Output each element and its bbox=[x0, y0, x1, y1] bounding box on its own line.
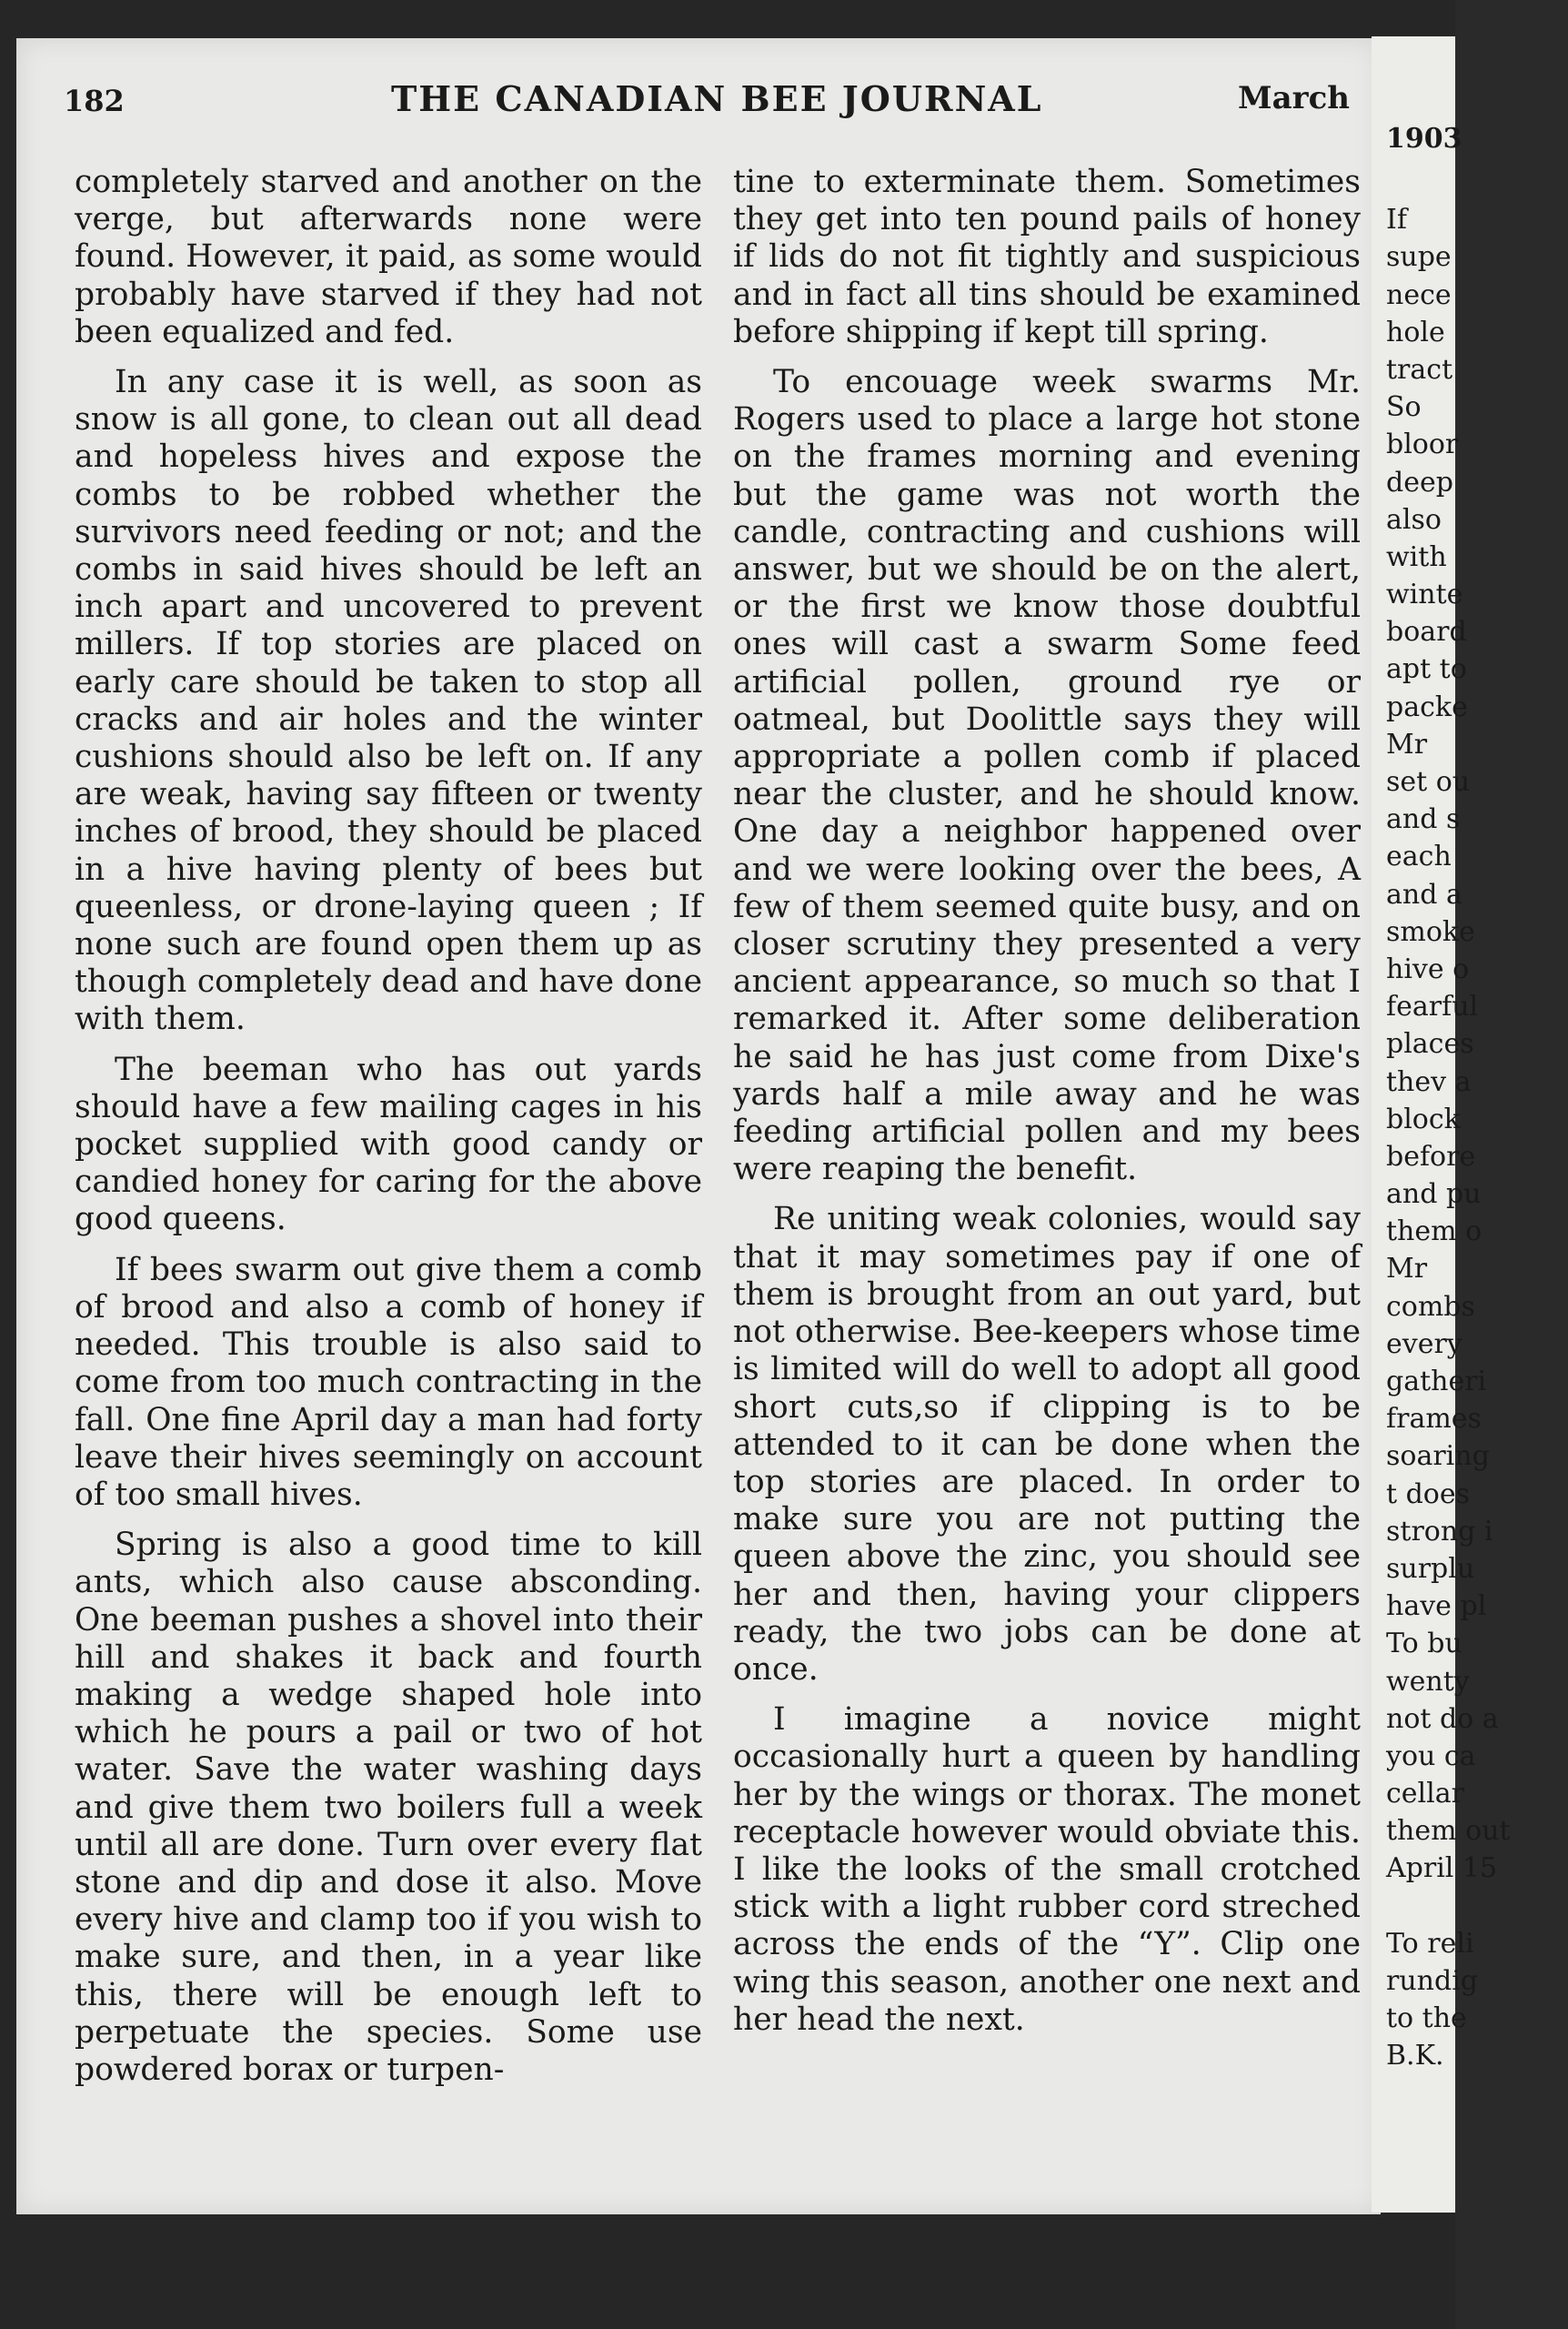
adjacent-page-lines bbox=[1386, 201, 1568, 2072]
adjacent-page-line: surplu bbox=[1386, 1552, 1475, 1585]
adjacent-page-line: Mr bbox=[1386, 728, 1428, 761]
adjacent-page-line: April 15 bbox=[1386, 1852, 1498, 1885]
adjacent-page-line bbox=[1386, 1888, 1568, 1925]
adjacent-page-line: thev a bbox=[1386, 1065, 1472, 1098]
adjacent-page-line: supe bbox=[1386, 241, 1452, 274]
adjacent-page-line: apt to bbox=[1386, 653, 1467, 686]
adjacent-page-line: deep bbox=[1386, 466, 1453, 499]
adjacent-page-line: not do a bbox=[1386, 1702, 1499, 1735]
paragraph: The beeman who has out yards should have a few mailing cages in his pocket supplied with good candy or candied honey for caring for the above good queens. bbox=[75, 1051, 702, 1238]
adjacent-page-line: bloor bbox=[1386, 428, 1459, 461]
page-number: 182 bbox=[64, 84, 125, 118]
journal-title: THE CANADIAN BEE JOURNAL bbox=[391, 78, 1043, 119]
adjacent-page-line: winte bbox=[1386, 579, 1463, 611]
adjacent-page-line: Mr bbox=[1386, 1253, 1428, 1285]
paragraph: completely starved and another on the verge, but afterwards none were found. However, it paid, as some would probably have starved if they had not been equalized and fed. bbox=[75, 164, 702, 350]
paragraph: Spring is also a good time to kill ants, which also cause absconding. One beeman pushes a shovel into their hill and shakes it back and fourth making a wedge shaped hole into which he pours a pail or two of hot water. Save the water washing days and give them two boilers full a week until all are done. Turn over every flat stone and dip and dose it also. Move every hive and clamp too if you wish to make sure, and then, in a year like this, there will be enough left to perpetuate the species. Some use powdered borax or turpen- bbox=[75, 1527, 702, 2088]
adjacent-page-line: tract bbox=[1386, 353, 1453, 386]
adjacent-page-edge bbox=[1372, 36, 1511, 2213]
adjacent-page-line: To bu bbox=[1386, 1628, 1462, 1660]
adjacent-page-line: hole bbox=[1386, 316, 1445, 348]
adjacent-page-line: frames bbox=[1386, 1403, 1482, 1436]
adjacent-page-line: every bbox=[1386, 1327, 1462, 1360]
adjacent-page-line: strong i bbox=[1386, 1515, 1493, 1548]
adjacent-page-line: smoke bbox=[1386, 915, 1475, 948]
right-column bbox=[733, 164, 1361, 2052]
adjacent-page-line: hive o bbox=[1386, 953, 1470, 985]
paragraph: To encouage week swarms Mr. Rogers used to place a large hot stone on the frames morning and evening but the game was not worth the candle, contracting and cushions will answer, but we should be on the alert, or the first we know those doubtful ones will cast a swarm Some feed artificial pollen, ground rye or oatmeal, but Doolittle says they will appropriate a pollen comb if placed near the cluster, and he should know. One day a neighbor happened over and we were looking over the bees, A few of them seemed quite busy, and on closer scrutiny they presented a very ancient appearance, so much so that I remarked it. After some deliberation he said he has just come from Dixe's yards half a mile away and he was feeding artificial pollen and my bees were reaping the benefit. bbox=[733, 364, 1361, 1188]
adjacent-page-line: them out bbox=[1386, 1815, 1511, 1848]
page-header bbox=[64, 78, 1355, 133]
adjacent-page-line: block bbox=[1386, 1103, 1461, 1135]
adjacent-page-line: t does bbox=[1386, 1477, 1471, 1510]
paragraph: tine to exterminate them. Sometimes they get into ten pound pails of honey if lids do not fit tightly and suspicious and in fact all tins should be examined before shipping if kept till spring. bbox=[733, 164, 1361, 350]
left-column bbox=[75, 164, 702, 2102]
paragraph: I imagine a novice might occasionally hurt a queen by handling her by the wings or thorax. The monet receptacle however would obviate this. I like the looks of the small crotched stick with a light rubber cord streched across the ends of the “Y”. Clip one wing this season, another one next and her head the next. bbox=[733, 1701, 1361, 2038]
adjacent-page-line: gatheri bbox=[1386, 1366, 1487, 1397]
adjacent-page-line: If bbox=[1386, 204, 1407, 237]
adjacent-page-line: before bbox=[1386, 1140, 1476, 1173]
adjacent-page-line: fearful bbox=[1386, 991, 1479, 1023]
adjacent-page-text bbox=[1386, 120, 1568, 2072]
adjacent-page-line: B.K. bbox=[1386, 2040, 1444, 2072]
paragraph: In any case it is well, as soon as snow is all gone, to clean out all dead and hopeless hives and expose the combs to be robbed whether the survivors need feeding or not; and the combs in said hives should be left an inch apart and uncovered to prevent millers. If top stories are placed on early care should be taken to stop all cracks and air holes and the winter cushions should also be left on. If any are weak, having say fifteen or twenty inches of brood, they should be placed in a hive having plenty of bees but queenless, or drone-laying queen ; If none such are found open them up as though completely dead and have done with them. bbox=[75, 364, 702, 1038]
adjacent-page-line: places bbox=[1386, 1028, 1474, 1061]
adjacent-page-line: To reli bbox=[1386, 1927, 1474, 1960]
adjacent-page-line: set ou bbox=[1386, 766, 1471, 798]
adjacent-page-line: and s bbox=[1386, 803, 1461, 836]
adjacent-page-line: wenty bbox=[1386, 1665, 1470, 1698]
adjacent-page-line: rundig bbox=[1386, 1965, 1478, 1997]
paragraph: Re uniting weak colonies, would say that it may sometimes pay if one of them is brought from an out yard, but not otherwise. Bee-keepers whose time is limited will do well to adopt all good short cuts,so if clipping is to be attended to it can be done when the top stories are placed. In order to make sure you are not putting the queen above the zinc, you should see her and then, having your clippers ready, the two jobs can be done at once. bbox=[733, 1201, 1361, 1688]
adjacent-page-line: nece bbox=[1386, 278, 1452, 311]
adjacent-page-line: packe bbox=[1386, 691, 1468, 723]
adjacent-page-line: So bbox=[1386, 391, 1422, 424]
paragraph: If bees swarm out give them a comb of brood and also a comb of honey if needed. This trouble is also said to come from too much contracting in the fall. One fine April day a man had forty leave their hives seemingly on account of too small hives. bbox=[75, 1251, 702, 1513]
adjacent-page-line: soaring bbox=[1386, 1440, 1490, 1473]
adjacent-page-line: you ca bbox=[1386, 1739, 1476, 1772]
header-month: March bbox=[1237, 80, 1350, 116]
adjacent-page-line: them o bbox=[1386, 1215, 1483, 1248]
adjacent-page-line: also bbox=[1386, 503, 1442, 536]
adjacent-page-number: 1903 bbox=[1386, 123, 1462, 155]
adjacent-page-line: combs bbox=[1386, 1290, 1475, 1323]
adjacent-page-line: and a bbox=[1386, 878, 1462, 911]
adjacent-page-line: board bbox=[1386, 616, 1467, 649]
adjacent-page-line: with bbox=[1386, 540, 1447, 573]
adjacent-page-line: and pu bbox=[1386, 1178, 1482, 1211]
adjacent-page-line: cellar bbox=[1386, 1778, 1464, 1810]
adjacent-page-line: have pl bbox=[1386, 1590, 1487, 1623]
adjacent-page-line: to the bbox=[1386, 2002, 1467, 2035]
adjacent-page-line: each bbox=[1386, 841, 1452, 873]
